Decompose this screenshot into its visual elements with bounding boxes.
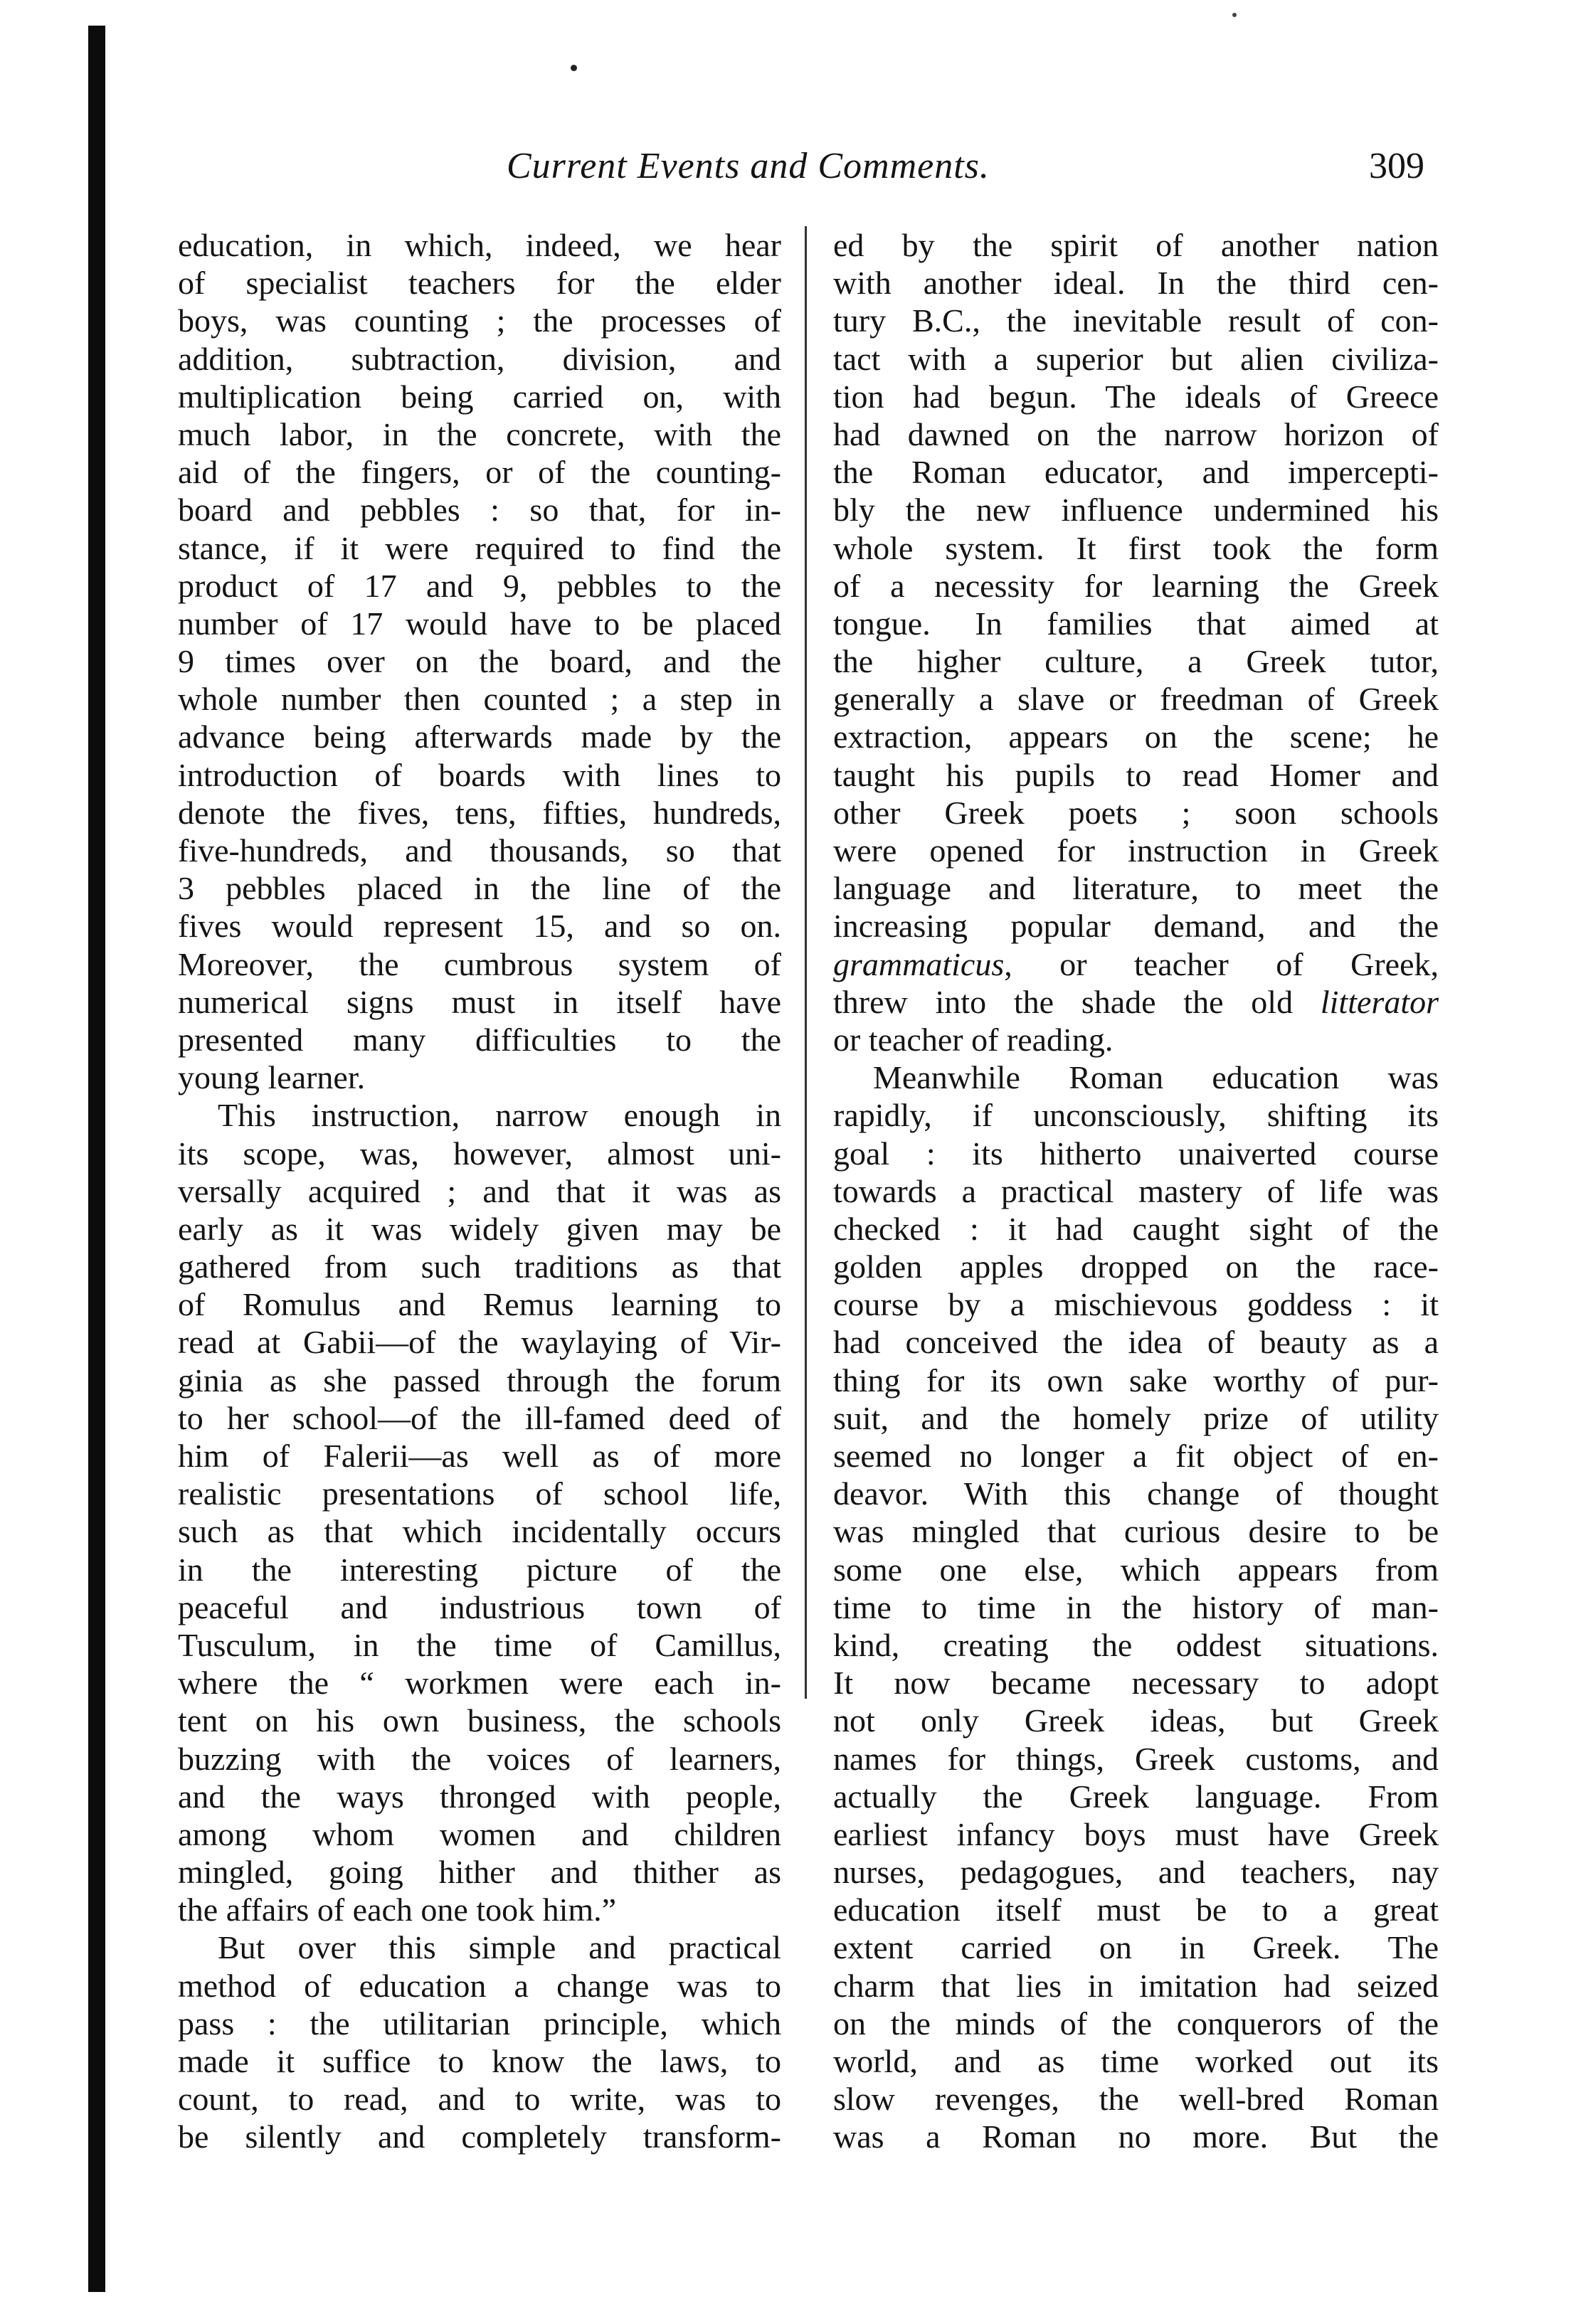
text-line: board and pebbles : so that, for in- bbox=[178, 492, 781, 529]
text-line: numerical signs must in itself have bbox=[178, 983, 781, 1020]
text-line: It now became necessary to adopt bbox=[833, 1665, 1439, 1702]
text-line: rapidly, if unconsciously, shifting its bbox=[833, 1097, 1439, 1134]
text-line: read at Gabii—of the waylaying of Vir- bbox=[178, 1324, 781, 1361]
text-line: presented many difficulties to the bbox=[178, 1021, 781, 1058]
text-line: But over this simple and practical bbox=[218, 1929, 781, 1966]
text-line: among whom women and children bbox=[178, 1815, 781, 1852]
text-line: the affairs of each one took him.” bbox=[178, 1891, 617, 1928]
text-line: be silently and completely transform- bbox=[178, 2118, 781, 2155]
text-line: goal : its hitherto unaiverted course bbox=[833, 1135, 1439, 1172]
text-line: checked : it had caught sight of the bbox=[833, 1210, 1439, 1247]
text-line: actually the Greek language. From bbox=[833, 1778, 1439, 1815]
text-line: tury B.C., the inevitable result of con- bbox=[833, 302, 1439, 339]
text-line: taught his pupils to read Homer and bbox=[833, 756, 1439, 793]
text-line: gathered from such traditions as that bbox=[178, 1248, 781, 1285]
text-line: was a Roman no more. But the bbox=[833, 2118, 1439, 2155]
text-line: other Greek poets ; soon schools bbox=[833, 794, 1439, 831]
text-line: 9 times over on the board, and the bbox=[178, 643, 781, 680]
text-line: education, in which, indeed, we hear bbox=[178, 227, 781, 263]
text-line: ed by the spirit of another nation bbox=[833, 227, 1439, 263]
text-line: language and literature, to meet the bbox=[833, 870, 1439, 907]
left-column bbox=[178, 226, 781, 2156]
italic-term: litterator bbox=[1320, 983, 1439, 1020]
text-line: or teacher of reading. bbox=[833, 1021, 1114, 1058]
text-line: of a necessity for learning the Greek bbox=[833, 567, 1439, 604]
column-divider bbox=[805, 226, 807, 1699]
text-line: ginia as she passed through the forum bbox=[178, 1362, 781, 1399]
text-line: This instruction, narrow enough in bbox=[218, 1097, 781, 1134]
text-line: Moreover, the cumbrous system of bbox=[178, 945, 781, 982]
running-title: Current Events and Comments. bbox=[507, 146, 990, 186]
text-line: tongue. In families that aimed at bbox=[833, 605, 1439, 642]
text-line: buzzing with the voices of learners, bbox=[178, 1740, 781, 1777]
text-line bbox=[833, 945, 1439, 983]
text-line: generally a slave or freedman of Greek bbox=[833, 681, 1439, 718]
text-line: deavor. With this change of thought bbox=[833, 1475, 1439, 1512]
text-line: thing for its own sake worthy of pur- bbox=[833, 1362, 1439, 1399]
text-line: him of Falerii—as well as of more bbox=[178, 1438, 781, 1474]
text-line: extent carried on in Greek. The bbox=[833, 1929, 1439, 1966]
text-line: on the minds of the conquerors of the bbox=[833, 2005, 1439, 2042]
text-line: slow revenges, the well-bred Roman bbox=[833, 2081, 1439, 2118]
text-line: to her school—of the ill-famed deed of bbox=[178, 1399, 781, 1436]
text-line: not only Greek ideas, but Greek bbox=[833, 1702, 1439, 1739]
text-line: and the ways thronged with people, bbox=[178, 1778, 781, 1815]
text-line: tact with a superior but alien civiliza- bbox=[833, 340, 1439, 377]
text-line: in the interesting picture of the bbox=[178, 1551, 781, 1588]
text-line: Tusculum, in the time of Camillus, bbox=[178, 1626, 781, 1663]
text-line: of specialist teachers for the elder bbox=[178, 265, 781, 302]
text-line: whole system. It first took the form bbox=[833, 529, 1439, 566]
text-line: the higher culture, a Greek tutor, bbox=[833, 643, 1439, 680]
text-line: increasing popular demand, and the bbox=[833, 908, 1439, 945]
text-line: some one else, which appears from bbox=[833, 1551, 1439, 1588]
text-line: multiplication being carried on, with bbox=[178, 378, 781, 415]
text-line: versally acquired ; and that it was as bbox=[178, 1172, 781, 1209]
text-span: , or teacher of Greek, bbox=[1004, 945, 1439, 982]
text-line: nurses, pedagogues, and teachers, nay bbox=[833, 1854, 1439, 1891]
text-line: denote the fives, tens, fifties, hundreds, bbox=[178, 794, 781, 831]
text-line: number of 17 would have to be placed bbox=[178, 605, 781, 642]
text-line: mingled, going hither and thither as bbox=[178, 1854, 781, 1891]
text-line: names for things, Greek customs, and bbox=[833, 1740, 1439, 1777]
text-line: tion had begun. The ideals of Greece bbox=[833, 378, 1439, 415]
italic-term: grammaticus bbox=[833, 945, 1005, 982]
text-line: peaceful and industrious town of bbox=[178, 1588, 781, 1625]
text-line: realistic presentations of school life, bbox=[178, 1475, 781, 1512]
text-line: education itself must be to a great bbox=[833, 1891, 1439, 1928]
text-line: was mingled that curious desire to be bbox=[833, 1513, 1439, 1550]
text-line: kind, creating the oddest situations. bbox=[833, 1626, 1439, 1663]
page-number: 309 bbox=[1369, 146, 1424, 186]
text-line: count, to read, and to write, was to bbox=[178, 2081, 781, 2118]
text-line: where the “ workmen were each in- bbox=[178, 1665, 781, 1702]
text-line: towards a practical mastery of life was bbox=[833, 1172, 1439, 1209]
text-line: its scope, was, however, almost uni- bbox=[178, 1135, 781, 1172]
text-line: aid of the fingers, or of the counting- bbox=[178, 454, 781, 491]
text-line: suit, and the homely prize of utility bbox=[833, 1399, 1439, 1436]
text-line: had conceived the idea of beauty as a bbox=[833, 1324, 1439, 1361]
text-line: with another ideal. In the third cen- bbox=[833, 265, 1439, 302]
text-line: were opened for instruction in Greek bbox=[833, 832, 1439, 869]
text-line: 3 pebbles placed in the line of the bbox=[178, 870, 781, 907]
text-line: world, and as time worked out its bbox=[833, 2043, 1439, 2079]
scan-speck bbox=[571, 65, 577, 71]
text-line: made it suffice to know the laws, to bbox=[178, 2043, 781, 2079]
text-line: fives would represent 15, and so on. bbox=[178, 908, 781, 945]
scan-speck bbox=[1232, 13, 1237, 17]
text-line: method of education a change was to bbox=[178, 1967, 781, 2004]
running-head bbox=[0, 145, 1571, 202]
text-line: such as that which incidentally occurs bbox=[178, 1513, 781, 1550]
text-line: seemed no longer a fit object of en- bbox=[833, 1438, 1439, 1474]
text-line: the Roman educator, and impercepti- bbox=[833, 454, 1439, 491]
text-line: time to time in the history of man- bbox=[833, 1588, 1439, 1625]
text-line: course by a mischievous goddess : it bbox=[833, 1286, 1439, 1323]
text-line: earliest infancy boys must have Greek bbox=[833, 1815, 1439, 1852]
text-line: had dawned on the narrow horizon of bbox=[833, 415, 1439, 452]
text-line: golden apples dropped on the race- bbox=[833, 1248, 1439, 1285]
text-line: charm that lies in imitation had seized bbox=[833, 1967, 1439, 2004]
text-line: boys, was counting ; the processes of bbox=[178, 302, 781, 339]
text-line bbox=[833, 983, 1439, 1021]
text-line: extraction, appears on the scene; he bbox=[833, 718, 1439, 755]
text-line: five-hundreds, and thousands, so that bbox=[178, 832, 781, 869]
text-line: pass : the utilitarian principle, which bbox=[178, 2005, 781, 2042]
binding-edge-bar bbox=[88, 26, 105, 2292]
text-span: threw into the shade the old bbox=[833, 983, 1321, 1020]
right-column bbox=[833, 226, 1439, 2156]
text-line: stance, if it were required to find the bbox=[178, 529, 781, 566]
text-line: early as it was widely given may be bbox=[178, 1210, 781, 1247]
text-line: Meanwhile Roman education was bbox=[873, 1059, 1439, 1096]
text-line: young learner. bbox=[178, 1059, 366, 1096]
text-line: bly the new influence undermined his bbox=[833, 492, 1439, 529]
text-line: addition, subtraction, division, and bbox=[178, 340, 781, 377]
text-line: introduction of boards with lines to bbox=[178, 756, 781, 793]
text-line: tent on his own business, the schools bbox=[178, 1702, 781, 1739]
text-line: product of 17 and 9, pebbles to the bbox=[178, 567, 781, 604]
text-line: of Romulus and Remus learning to bbox=[178, 1286, 781, 1323]
text-line: advance being afterwards made by the bbox=[178, 718, 781, 755]
text-line: whole number then counted ; a step in bbox=[178, 681, 781, 718]
text-line: much labor, in the concrete, with the bbox=[178, 415, 781, 452]
